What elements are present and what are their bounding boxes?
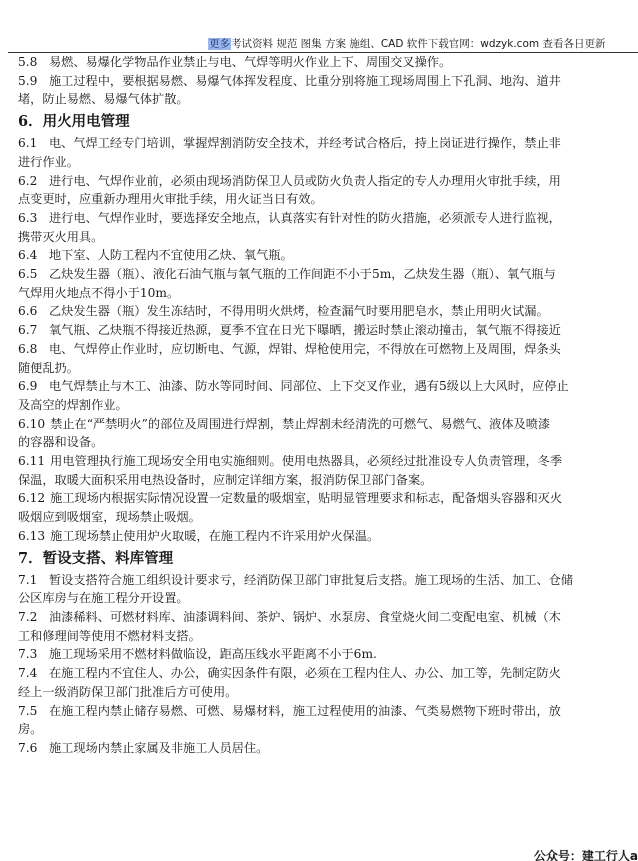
paragraph-line <box>18 645 638 664</box>
section-heading: 6．用火用电管理 <box>18 113 130 131</box>
clause-text: 堵，防止易燃、易爆气体扩散。 <box>18 92 189 107</box>
clause-text: 房。 <box>18 722 43 737</box>
clause-text: 进行电、气焊作业前，必须由现场消防保卫人员或防火负责人指定的专人办理用火审批手续，用 <box>49 173 561 188</box>
clause-number: 6.4 <box>18 248 38 263</box>
paragraph-line <box>18 72 638 91</box>
clause-text: 易燃、易爆化学物品作业禁止与电、气焊等明火作业上下、周围交叉操作。 <box>49 55 452 69</box>
clause-number: 7.2 <box>18 609 38 624</box>
clause-text: 进行电、气焊作业时，要选择安全地点，认真落实有针对性的防火措施，必须派专人进行监视， <box>49 210 561 225</box>
section-heading: 7．暂设支搭、料库管理 <box>18 549 174 567</box>
paragraph-line <box>18 396 638 415</box>
clause-text: 禁止在“严禁明火”的部位及周围进行焊割，禁止焊割未经清洗的可燃气、易燃气、液体及喷漆 <box>50 416 551 431</box>
clause-text: 工和修理间等使用不燃材料支搭。 <box>18 628 201 643</box>
clause-text: 电、气焊工经专门培训，掌握焊割消防安全技术，并经考试合格后，持上岗证进行操作，禁止非 <box>49 136 561 151</box>
footer-watermark: 公众号：建工行人a <box>533 849 638 861</box>
paragraph-line <box>18 627 638 646</box>
clause-number: 6.12 <box>18 491 46 506</box>
paragraph-line <box>18 683 638 702</box>
paragraph-line <box>18 265 638 284</box>
clause-number: 7.6 <box>18 740 38 755</box>
clause-text: 施工现场内禁止家属及非施工人员居住。 <box>49 740 269 755</box>
document-body <box>18 53 638 758</box>
clause-text: 随便乱扔。 <box>18 360 79 375</box>
paragraph-line <box>18 720 638 739</box>
clause-text: 电气焊禁止与木工、油漆、防水等同时间、同部位、上下交叉作业，遇有5级以上大风时，应停止 <box>49 379 569 394</box>
clause-number: 6.6 <box>18 304 38 319</box>
header-highlight: 更多 <box>209 38 230 50</box>
paragraph-line <box>18 134 638 153</box>
paragraph-line <box>18 321 638 340</box>
paragraph-line <box>18 284 638 303</box>
clause-number: 6.11 <box>18 454 46 469</box>
clause-text: 经上一级消防保卫部门批准后方可使用。 <box>18 684 238 699</box>
clause-number: 6.3 <box>18 210 38 225</box>
clause-number: 6.7 <box>18 323 38 338</box>
clause-text: 及高空的焊割作业。 <box>18 397 128 412</box>
clause-text: 携带灭火用具。 <box>18 229 104 244</box>
paragraph-line <box>18 90 638 109</box>
paragraph-line <box>18 209 638 228</box>
paragraph-line <box>18 433 638 452</box>
clause-number: 6.9 <box>18 379 38 394</box>
clause-number: 6.8 <box>18 341 38 356</box>
paragraph-line <box>18 228 638 247</box>
clause-text: 用电管理执行施工现场安全用电实施细则。使用电热器具，必须经过批准设专人负责管理，冬季 <box>50 454 563 469</box>
paragraph-line <box>18 153 638 172</box>
clause-number: 7.4 <box>18 666 38 681</box>
clause-text: 气焊用火地点不得小于10m。 <box>18 285 180 300</box>
clause-number: 5.8 <box>18 55 38 69</box>
paragraph-line <box>18 190 638 209</box>
clause-text: 保温，取暖大面积采用电热设备时，应制定详细方案，报消防保卫部门备案。 <box>18 472 433 487</box>
paragraph-line <box>18 589 638 608</box>
paragraph-line <box>18 489 638 508</box>
paragraph-line <box>18 739 638 758</box>
clause-text: 点变更时，应重新办理用火审批手续，用火证当日有效。 <box>18 192 323 207</box>
clause-text: 氧气瓶、乙炔瓶不得接近热源，夏季不宜在日光下曝晒，搬运时禁止滚动撞击，氧气瓶不得接近 <box>49 323 561 338</box>
clause-text: 乙炔发生器（瓶）、液化石油气瓶与氧气瓶的工作间距不小于5m，乙炔发生器（瓶）、氧气瓶与 <box>49 267 556 282</box>
clause-text: 公区库房与在施工程分开设置。 <box>18 591 189 606</box>
site-header-banner <box>0 36 638 52</box>
paragraph-line <box>18 415 638 434</box>
paragraph-line <box>18 340 638 359</box>
paragraph-line <box>18 53 638 72</box>
clause-text: 暂设支搭符合施工组织设计要求亏，经消防保卫部门审批复后支搭。施工现场的生活、加工、仓储 <box>49 572 574 587</box>
clause-number: 6.2 <box>18 173 38 188</box>
clause-text: 在施工程内禁止储存易燃、可燃、易爆材料，施工过程使用的油漆、气类易燃物下班时带出，放 <box>49 703 561 718</box>
paragraph-line <box>18 702 638 721</box>
header-text: 考试资料 规范 图集 方案 施组、CAD 软件下载官网：wdzyk.com 查看各日更新 <box>231 38 606 50</box>
clause-number: 6.10 <box>18 416 46 431</box>
clause-number: 6.1 <box>18 136 38 151</box>
paragraph-line <box>18 571 638 590</box>
paragraph-line <box>18 664 638 683</box>
clause-number: 6.5 <box>18 267 38 282</box>
paragraph-line <box>18 508 638 527</box>
clause-text: 施工现场采用不燃材料做临设，距高压线水平距离不小于6m. <box>49 647 377 662</box>
paragraph-line <box>18 471 638 490</box>
paragraph-line <box>18 302 638 321</box>
clause-text: 油漆稀料、可燃材料库、油漆调料间、茶炉、锅炉、水泵房、食堂烧火间二变配电室、机械（木 <box>49 609 561 624</box>
clause-number: 5.9 <box>18 73 38 88</box>
clause-number: 7.5 <box>18 703 38 718</box>
clause-text: 在施工程内不宜住人、办公，确实因条件有限，必须在工程内住人、办公、加工等，先制定防火 <box>49 666 561 681</box>
paragraph-line <box>18 377 638 396</box>
clause-text: 吸烟应到吸烟室，现场禁止吸烟。 <box>18 510 201 525</box>
paragraph-line <box>18 608 638 627</box>
clause-text: 施工过程中，要根据易燃、易爆气体挥发程度、比重分别将施工现场周围上下孔洞、地沟、道井 <box>49 73 561 88</box>
paragraph-line <box>18 452 638 471</box>
clause-text: 的容器和设备。 <box>18 435 104 450</box>
clause-text: 电、气焊停止作业时，应切断电、气源，焊钳、焊枪使用完，不得放在可燃物上及周围，焊条头 <box>49 341 561 356</box>
clause-number: 7.3 <box>18 647 38 662</box>
clause-text: 施工现场禁止使用炉火取暖，在施工程内不许采用炉火保温。 <box>50 528 380 543</box>
clause-text: 乙炔发生器（瓶）发生冻结时，不得用明火烘烤，检查漏气时要用肥皂水，禁止用明火试漏。 <box>49 304 549 319</box>
clause-number: 6.13 <box>18 528 46 543</box>
clause-text: 施工现场内根据实际情况设置一定数量的吸烟室，贴明显管理要求和标志，配备烟头容器和灭火 <box>50 491 563 506</box>
paragraph-line <box>18 359 638 378</box>
clause-number: 7.1 <box>18 572 38 587</box>
paragraph-line <box>18 172 638 191</box>
paragraph-line <box>18 246 638 265</box>
paragraph-line <box>18 527 638 546</box>
clause-text: 进行作业。 <box>18 154 79 169</box>
clause-text: 地下室、人防工程内不宜使用乙炔、氧气瓶。 <box>49 248 293 263</box>
